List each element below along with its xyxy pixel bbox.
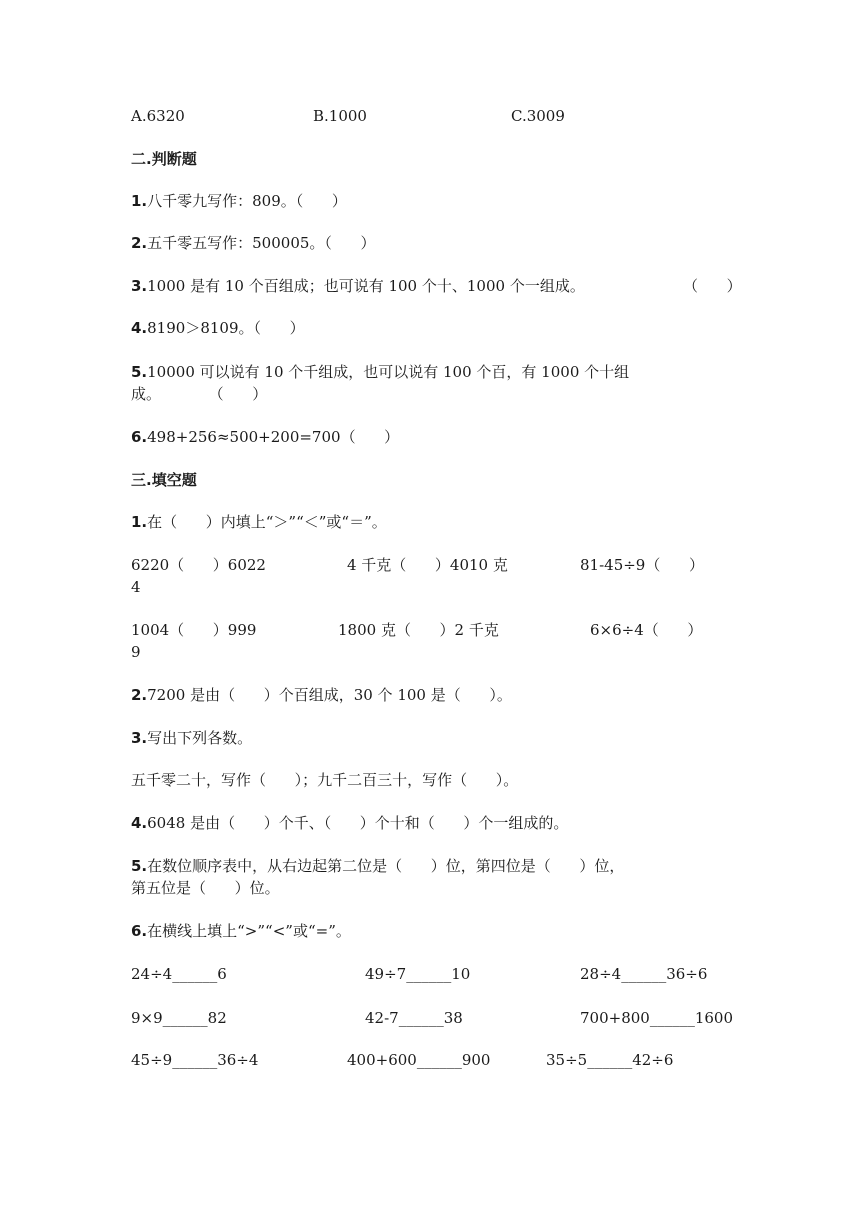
fill-q4 <box>131 813 568 833</box>
item-text: 八千零九写作：809。（ ） <box>147 192 347 210</box>
option-c: C.3009 <box>511 107 565 125</box>
fill-q1-row2-c: 6×6÷4（ ） <box>590 621 703 639</box>
option-a: A.6320 <box>131 107 185 125</box>
fill-q1 <box>131 512 387 532</box>
section-title-judge: 二.判断题 <box>131 150 197 168</box>
fill-q1-row1-wrap: 4 <box>131 578 141 596</box>
judge-item-4 <box>131 318 305 338</box>
item-number: 6. <box>131 922 148 940</box>
fill-q2 <box>131 685 512 705</box>
item-number: 4. <box>131 319 148 337</box>
fill-q1-row1-c: 81-45÷9（ ） <box>580 556 704 574</box>
item-number: 1. <box>131 513 148 531</box>
item-text: 7200 是由（ ）个百组成，30 个 100 是（ ）。 <box>147 686 512 704</box>
item-text: 在横线上填上“>”“<”或“=”。 <box>147 922 351 940</box>
item-text: 498+256≈500+200=700（ ） <box>147 428 400 446</box>
item-number: 4. <box>131 814 148 832</box>
fill-q1-row2-a: 1004（ ）999 <box>131 621 257 639</box>
fill-q6 <box>131 921 351 941</box>
compare-2-a: 9×9______82 <box>131 1009 227 1027</box>
fill-q3 <box>131 728 252 748</box>
item-text: 五千零五写作：500005。（ ） <box>147 234 376 252</box>
item-number: 2. <box>131 686 148 704</box>
item-text: 10000 可以说有 10 个千组成，也可以说有 100 个百，有 1000 个十组 <box>147 363 630 381</box>
judge-item-5-cont: 成。 （ ） <box>131 385 268 403</box>
compare-1-c: 28÷4______36÷6 <box>580 965 708 983</box>
fill-q1-row1-a: 6220（ ）6022 <box>131 556 266 574</box>
item-number: 3. <box>131 729 148 747</box>
item-text: 1000 是有 10 个百组成；也可说有 100 个十、1000 个一组成。 <box>147 277 585 295</box>
item-number: 5. <box>131 857 148 875</box>
section-title-fill: 三.填空题 <box>131 471 197 489</box>
fill-q1-row1-b: 4 千克（ ）4010 克 <box>347 556 508 574</box>
fill-q1-row2-b: 1800 克（ ）2 千克 <box>338 621 499 639</box>
compare-2-c: 700+800______1600 <box>580 1009 734 1027</box>
item-number: 2. <box>131 234 148 252</box>
fill-q5-cont: 第五位是（ ）位。 <box>131 879 280 897</box>
fill-q3-line: 五千零二十，写作（ ）；九千二百三十，写作（ ）。 <box>131 771 519 789</box>
item-number: 1. <box>131 192 148 210</box>
judge-item-6 <box>131 427 399 447</box>
item-text: 8190＞8109。（ ） <box>147 319 305 337</box>
item-text: 在（ ）内填上“＞”“＜”或“＝”。 <box>147 513 387 531</box>
item-number: 3. <box>131 277 148 295</box>
fill-q1-row2-wrap: 9 <box>131 643 141 661</box>
item-text: 在数位顺序表中，从右边起第二位是（ ）位，第四位是（ ）位， <box>147 857 625 875</box>
item-number: 5. <box>131 363 148 381</box>
judge-item-2 <box>131 233 376 253</box>
compare-3-c: 35÷5______42÷6 <box>546 1051 674 1069</box>
item-text: 写出下列各数。 <box>147 729 253 747</box>
judge-item-3-paren: （ ） <box>683 277 742 295</box>
compare-3-a: 45÷9______36÷4 <box>131 1051 259 1069</box>
option-b: B.1000 <box>313 107 367 125</box>
compare-3-b: 400+600______900 <box>347 1051 491 1069</box>
compare-1-a: 24÷4______6 <box>131 965 227 983</box>
item-text: 6048 是由（ ）个千、（ ）个十和（ ）个一组成的。 <box>147 814 569 832</box>
judge-item-1 <box>131 191 347 211</box>
compare-1-b: 49÷7______10 <box>365 965 471 983</box>
compare-2-b: 42-7______38 <box>365 1009 463 1027</box>
judge-item-5 <box>131 362 629 382</box>
item-number: 6. <box>131 428 148 446</box>
fill-q5 <box>131 856 624 876</box>
judge-item-3 <box>131 276 585 296</box>
